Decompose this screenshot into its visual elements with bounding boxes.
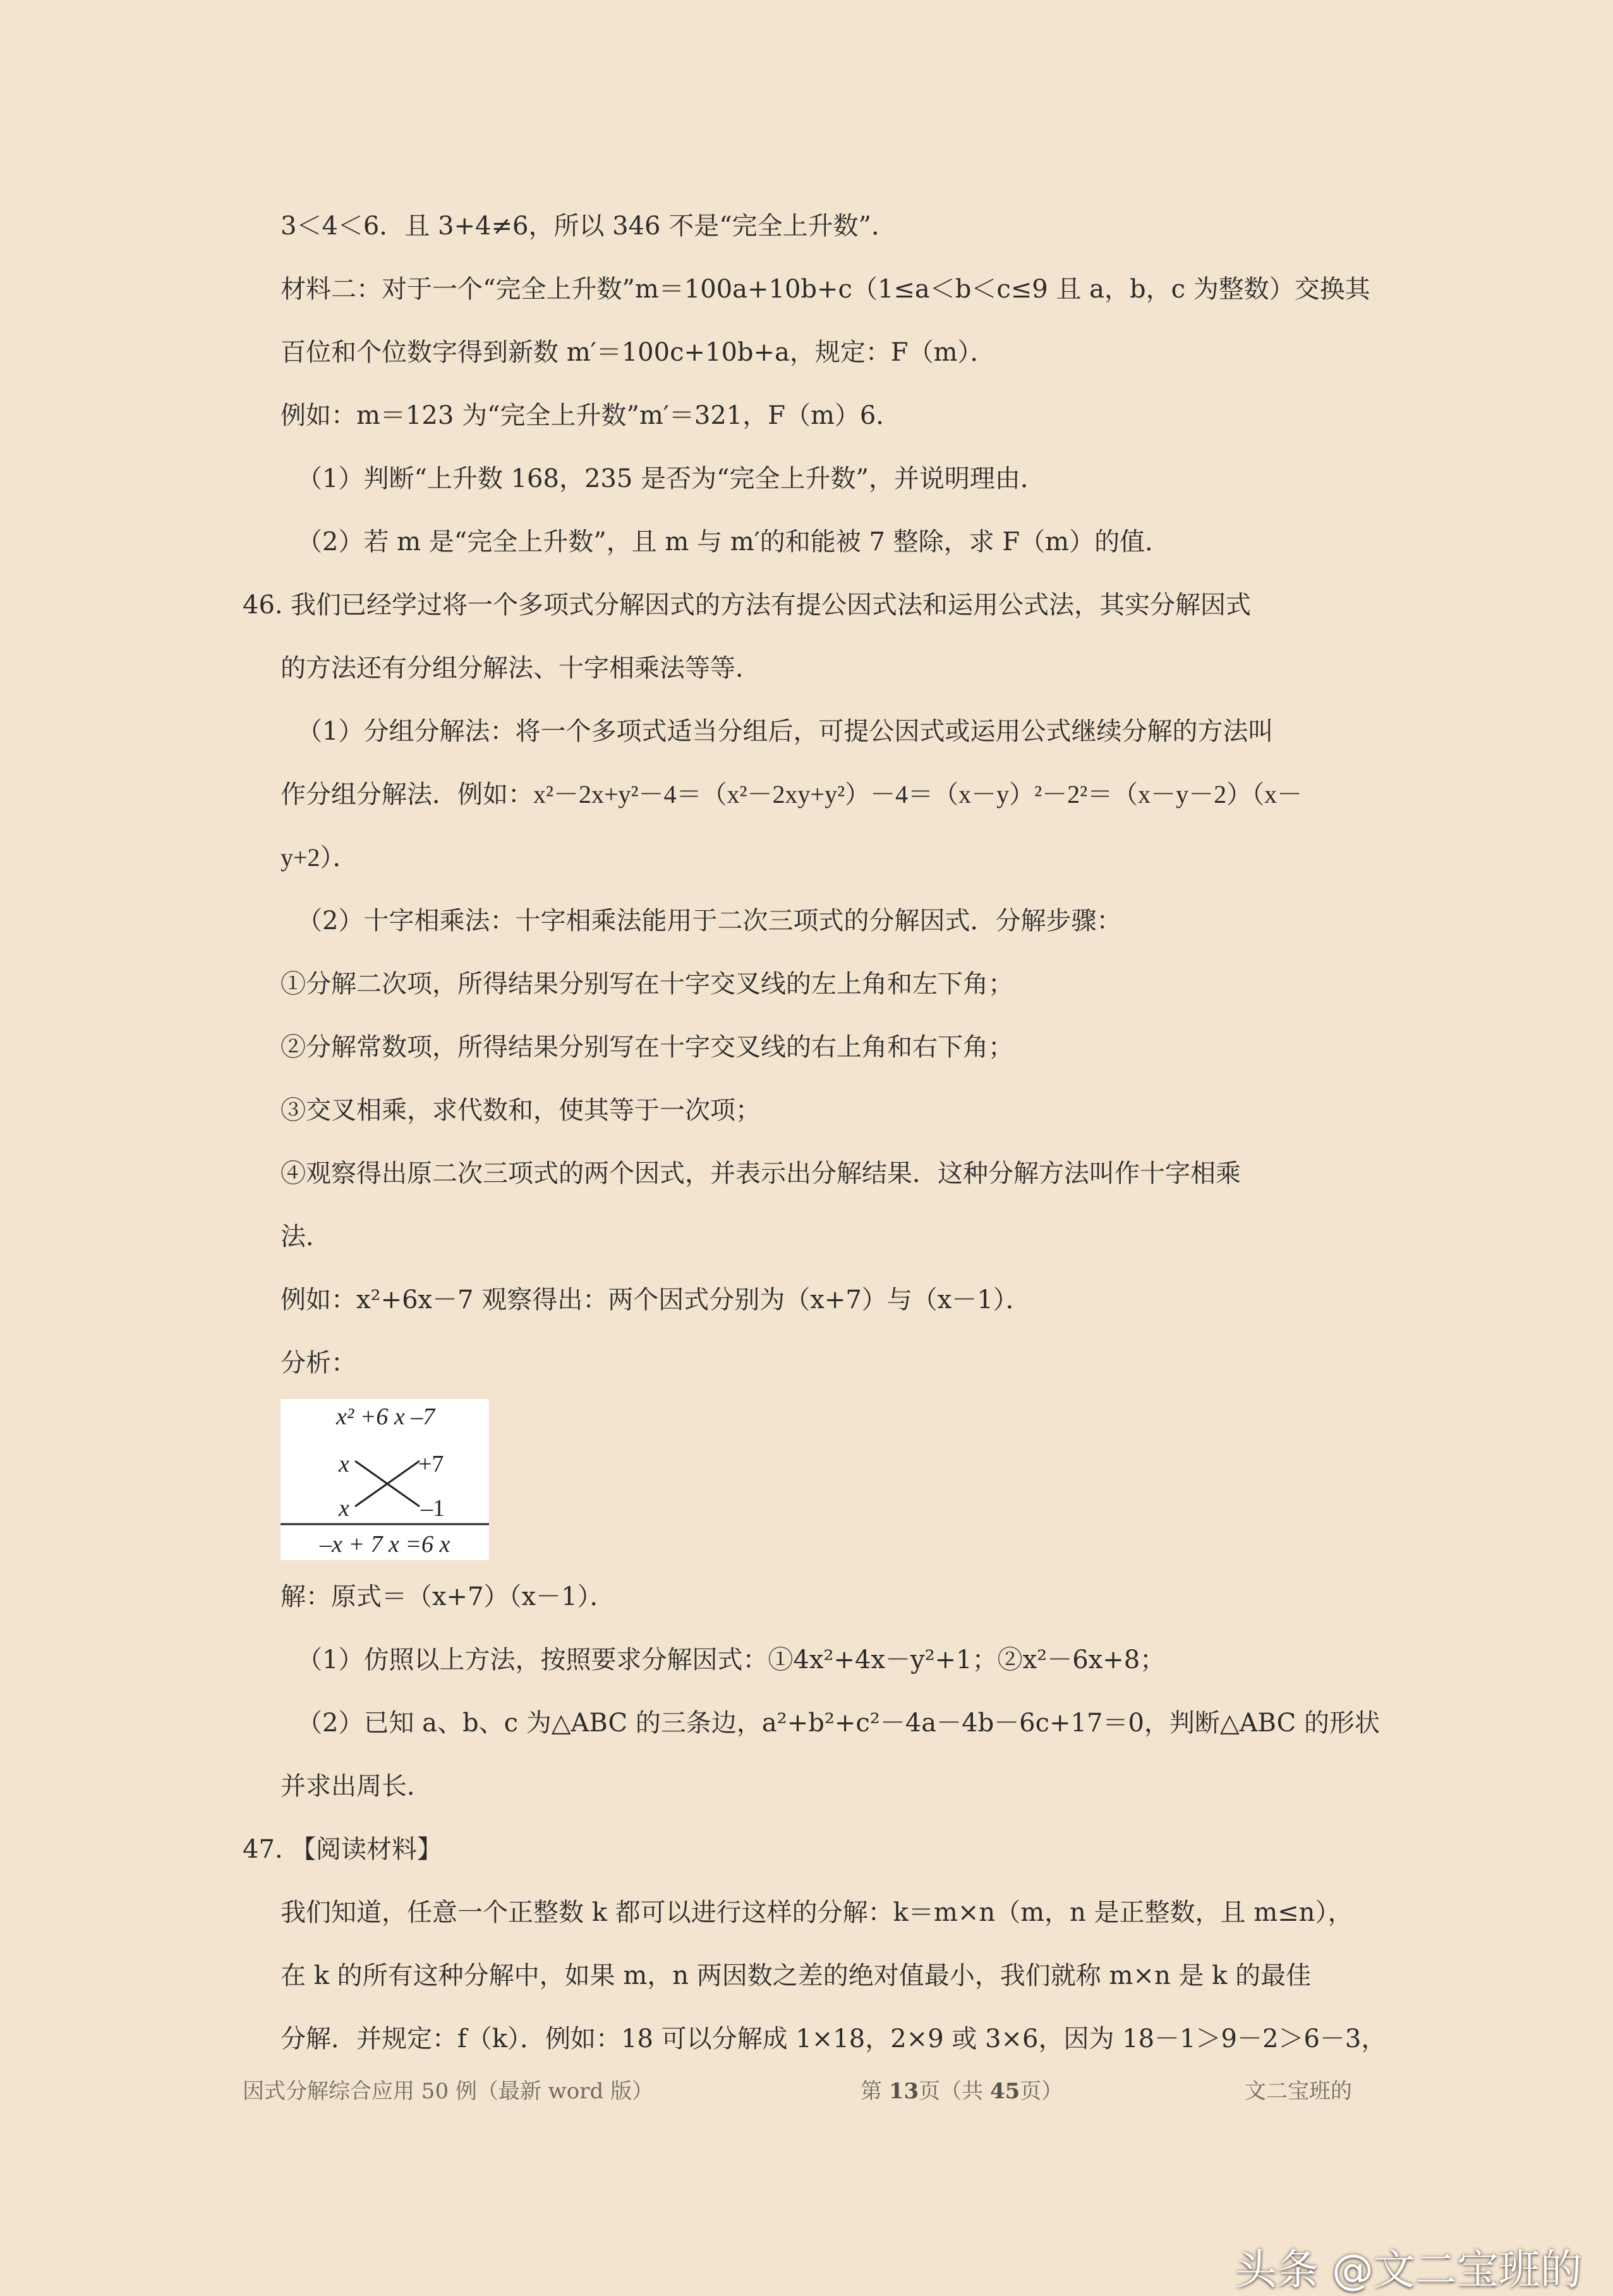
text-line: 法． (281, 1222, 331, 1251)
footer-right: 文二宝班的 (1245, 2079, 1352, 2104)
question-number: 47. (243, 1835, 283, 1864)
question-number: 46. (243, 591, 283, 620)
figure-left-top: x (339, 1451, 349, 1477)
text-line: （2）若 m 是“完全上升数”，且 m 与 m′的和能被 7 整除，求 F（m）的值． (297, 527, 1171, 556)
text-line: 例如：x²+6x－7 观察得出：两个因式分别为（x+7）与（x－1）． (281, 1285, 1031, 1314)
text-line: （1）判断“上升数 168，235 是否为“完全上升数”，并说明理由． (297, 464, 1046, 493)
footer-page-indicator (861, 2074, 1063, 2105)
text-line: y+2）． (281, 843, 358, 872)
text-line: （1）仿照以上方法，按照要求分解因式：①4x²+4x－y²+1；②x²－6x+8； (297, 1645, 1166, 1674)
figure-left-bottom: x (339, 1495, 349, 1522)
cross-multiplication-figure (281, 1399, 489, 1560)
footer-page-suffix: 页） (1020, 2079, 1063, 2104)
footer-page-mid: 页（共 (919, 2079, 990, 2104)
text-line: 并求出周长． (281, 1772, 432, 1801)
text-line: ③交叉相乘，求代数和，使其等于一次项； (281, 1096, 761, 1125)
text-line: 我们已经学过将一个多项式分解因式的方法有提公因式法和运用公式法，其实分解因式 (291, 591, 1251, 620)
figure-bottom-expression: –x + 7 x =6 x (320, 1531, 450, 1558)
text-line: （2）十字相乘法：十字相乘法能用于二次三项式的分解因式．分解步骤： (297, 906, 1122, 935)
text-line: （1）分组分解法：将一个多项式适当分组后，可提公因式或运用公式继续分解的方法叫 (297, 717, 1274, 746)
footer-left: 因式分解综合应用 50 例（最新 word 版） (243, 2079, 654, 2104)
text-line: 例如：m＝123 为“完全上升数”m′＝321，F（m）6． (281, 401, 902, 430)
figure-right-top: +7 (418, 1451, 444, 1477)
text-line: 分解．并规定：f（k）．例如：18 可以分解成 1×18，2×9 或 3×6，因为 18－1＞9－2＞6－3， (281, 2024, 1387, 2053)
text-line: ①分解二次项，所得结果分别写在十字交叉线的左上角和左下角； (281, 970, 1013, 999)
watermark: 头条 @文二宝班的 (1235, 2245, 1582, 2294)
text-line: 在 k 的所有这种分解中，如果 m，n 两因数之差的绝对值最小，我们就称 m×n 是 k 的最佳 (281, 1961, 1312, 1990)
text-line: 的方法还有分组分解法、十字相乘法等等． (281, 654, 761, 683)
footer-page-number: 13 (888, 2079, 919, 2104)
text-line: 我们知道，任意一个正整数 k 都可以进行这样的分解：k＝m×n（m，n 是正整数，且 m≤n）， (281, 1898, 1353, 1927)
footer-page-prefix: 第 (861, 2079, 889, 2104)
footer-page-total: 45 (989, 2079, 1020, 2104)
figure-top-expression: x² +6 x –7 (336, 1403, 435, 1430)
text-line: ②分解常数项，所得结果分别写在十字交叉线的右上角和右下角； (281, 1033, 1013, 1062)
text-line: 解：原式＝（x+7）（x－1）． (281, 1582, 615, 1611)
text-line: （2）已知 a、b、c 为△ABC 的三条边，a²+b²+c²－4a－4b－6c+17＝0，判断△ABC 的形状 (297, 1709, 1380, 1738)
figure-right-bottom: –1 (421, 1495, 445, 1522)
text-line: 作分组分解法．例如：x²－2x+y²－4＝（x²－2xy+y²）－4＝（x－y）²－2²＝（x－y－2）（x－ (281, 780, 1303, 808)
text-line: 材料二：对于一个“完全上升数”m＝100a+10b+c（1≤a＜b＜c≤9 且 a，b，c 为整数）交换其 (281, 275, 1370, 304)
text-line: 【阅读材料】 (291, 1835, 442, 1864)
text-line: 百位和个位数字得到新数 m′＝100c+10b+a，规定：F（m）． (281, 338, 996, 367)
text-line: 3＜4＜6．且 3+4≠6，所以 346 不是“完全上升数”． (281, 212, 897, 241)
text-line: 分析： (281, 1349, 356, 1378)
text-line: ④观察得出原二次三项式的两个因式，并表示出分解结果．这种分解方法叫作十字相乘 (281, 1159, 1241, 1188)
